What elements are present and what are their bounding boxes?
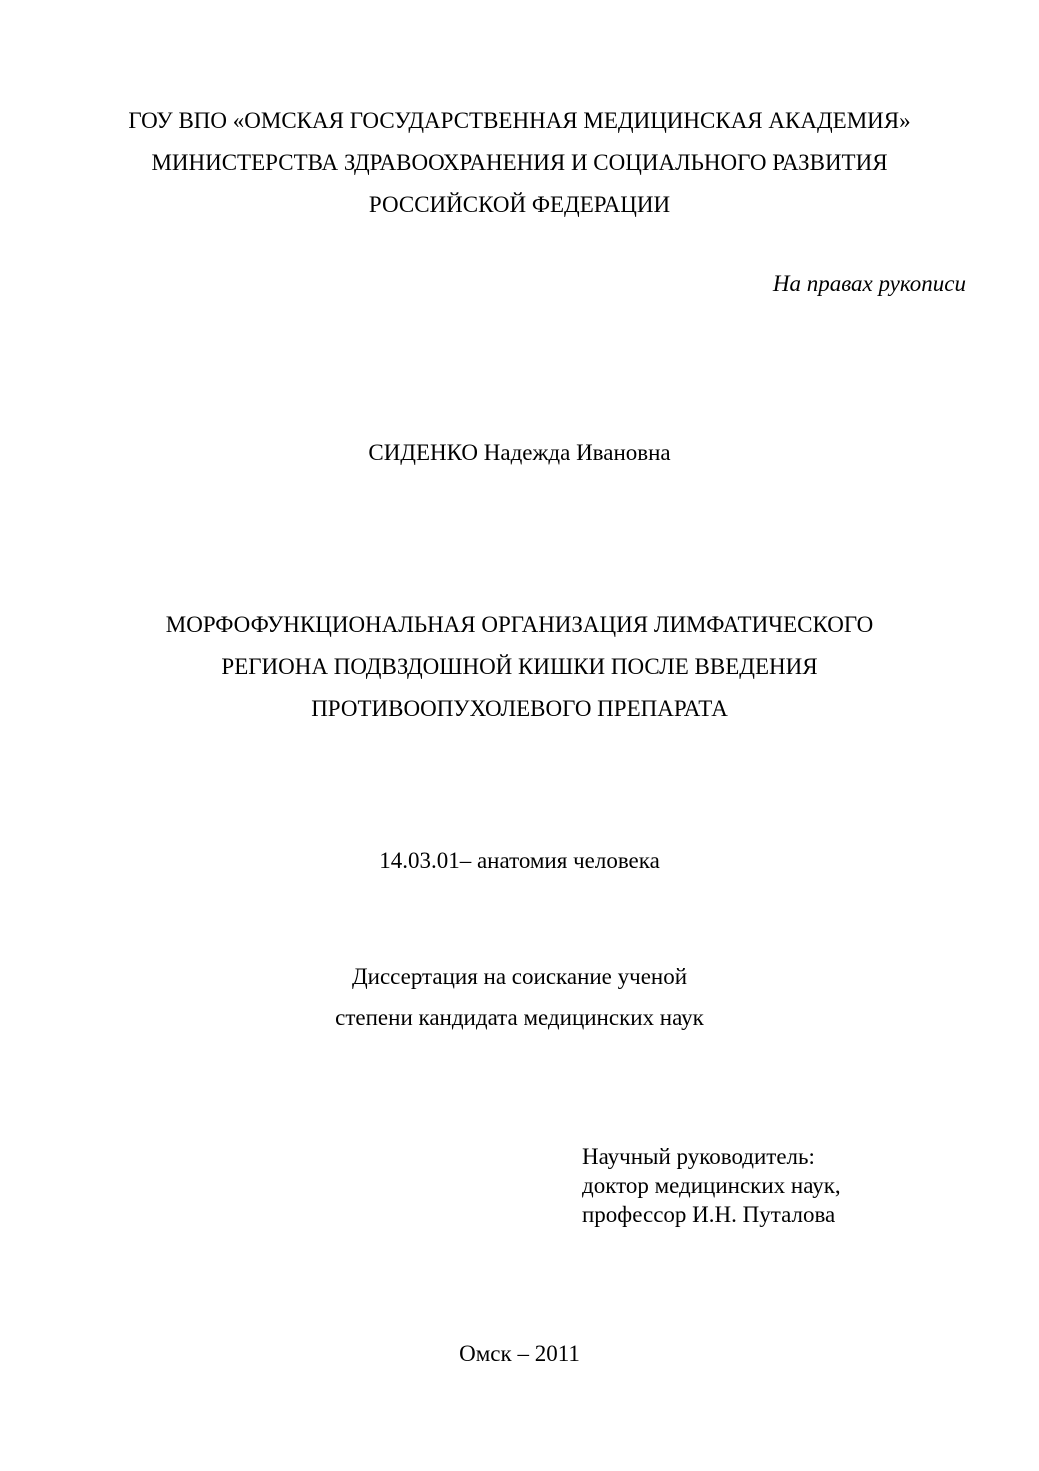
institution-line: РОССИЙСКОЙ ФЕДЕРАЦИИ [368,192,671,217]
manuscript-rights-note: На правах рукописи [772,271,966,296]
institution-line: ГОУ ВПО «ОМСКАЯ ГОСУДАРСТВЕННАЯ МЕДИЦИНСКАЯ АКАДЕМИЯ» [128,108,911,133]
institution-header [0,100,1039,226]
supervisor-line: доктор медицинских наук, [582,1173,841,1198]
institution-line: МИНИСТЕРСТВА ЗДРАВООХРАНЕНИЯ И СОЦИАЛЬНОГО РАЗВИТИЯ [151,150,888,175]
title-line: ПРОТИВООПУХОЛЕВОГО ПРЕПАРАТА [311,696,728,721]
degree-statement [0,956,1039,1038]
author-name: СИДЕНКО Надежда Ивановна [368,440,671,465]
degree-line: степени кандидата медицинских наук [335,1005,704,1030]
title-line: МОРФОФУНКЦИОНАЛЬНАЯ ОРГАНИЗАЦИЯ ЛИМФАТИЧЕСКОГО [165,612,874,637]
dissertation-title [0,604,1039,730]
title-line: РЕГИОНА ПОДВЗДОШНОЙ КИШКИ ПОСЛЕ ВВЕДЕНИЯ [221,654,818,679]
degree-line: Диссертация на соискание ученой [351,964,688,989]
supervisor-line: Научный руководитель: [582,1144,815,1169]
supervisor-line: профессор И.Н. Путалова [582,1202,836,1227]
specialty-code: 14.03.01– анатомия человека [379,848,660,873]
scientific-supervisor [582,1142,962,1229]
city-and-year: Омск – 2011 [459,1341,580,1366]
